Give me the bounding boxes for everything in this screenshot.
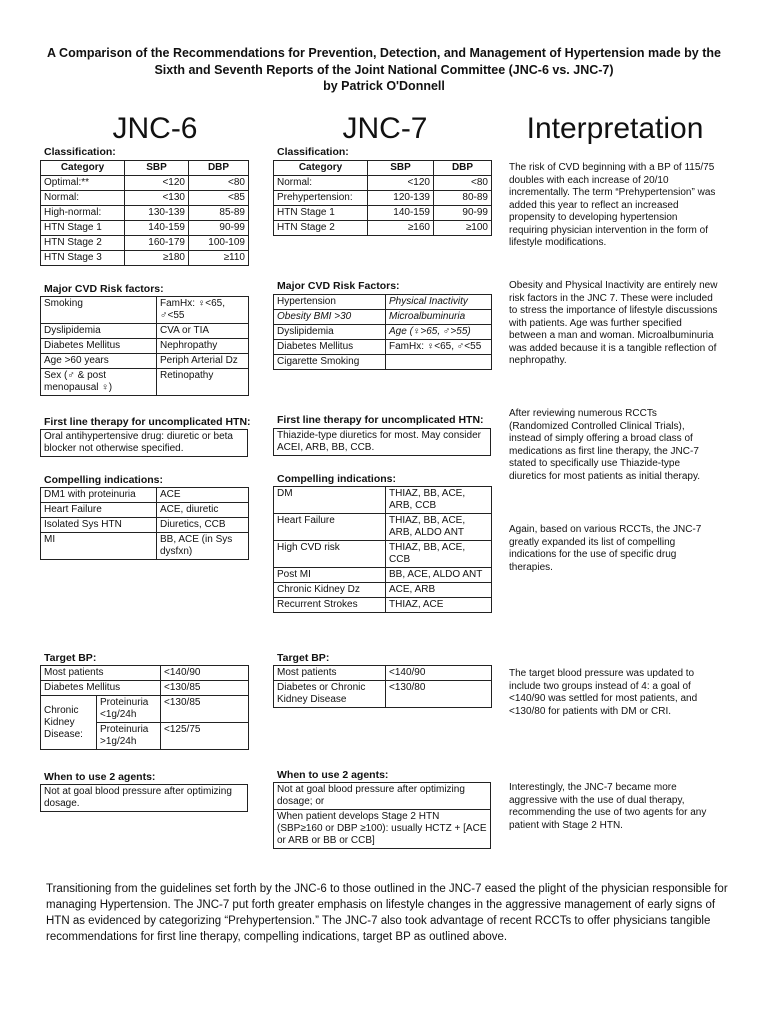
indication-cell: Chronic Kidney Dz: [274, 583, 386, 598]
risk-cell: FamHx: ♀<65, ♂<55: [386, 340, 492, 355]
drug-cell: THIAZ, BB, ACE, ARB, ALDO ANT: [386, 514, 492, 541]
drug-cell: ACE, ARB: [386, 583, 492, 598]
twoagents-cell: When patient develops Stage 2 HTN (SBP≥160 or DBP ≥100): usually HCTZ + [ACE or ARB or BB or CCB]: [274, 810, 491, 849]
table-row: [274, 340, 492, 355]
dbp-cell: 100-109: [189, 236, 249, 251]
table-row: [41, 251, 249, 266]
jnc7-target-label: Target BP:: [277, 652, 330, 664]
risk-cell: CVA or TIA: [157, 324, 249, 339]
interp-target: The target blood pressure was updated to include two groups instead of 4: a goal of <140/90 was settled for most patients, and <130/80 for patients with DM or CRI.: [509, 668, 698, 717]
heading-jnc7: JNC-7: [342, 112, 428, 145]
table-row: [274, 598, 492, 613]
document-title: [30, 45, 738, 95]
interp-firstline: After reviewing numerous RCCTs (Randomized Controlled Clinical Trials), instead of simply offering a broad class of medications as first line therapy, the JNC-7 stated to specifically use Thiazide-type diuretics for most patients as initial therapy.: [509, 408, 701, 482]
table-row: [274, 541, 492, 568]
table-row: [41, 696, 249, 723]
jnc7-firstline-table: [273, 428, 491, 456]
jnc7-classification-label: Classification:: [277, 146, 349, 158]
table-row: [274, 514, 492, 541]
table-row: [274, 666, 492, 681]
risk-cell: Dyslipidemia: [41, 324, 157, 339]
indication-cell: High CVD risk: [274, 541, 386, 568]
risk-cell: Physical Inactivity: [386, 295, 492, 310]
table-row: [41, 369, 249, 396]
drug-cell: THIAZ, ACE: [386, 598, 492, 613]
risk-cell: Obesity BMI >30: [274, 310, 386, 325]
table-row: [41, 191, 249, 206]
col-header-sbp: SBP: [368, 161, 434, 176]
table-row: [274, 568, 492, 583]
table-row: [274, 310, 492, 325]
table-row: [274, 176, 492, 191]
indication-cell: MI: [41, 533, 157, 560]
sbp-cell: 130-139: [125, 206, 189, 221]
indication-cell: DM: [274, 487, 386, 514]
indication-cell: Isolated Sys HTN: [41, 518, 157, 533]
table-row: [274, 325, 492, 340]
sbp-cell: ≥180: [125, 251, 189, 266]
table-row: [41, 430, 248, 457]
sbp-cell: <120: [125, 176, 189, 191]
jnc6-compelling-table: [40, 487, 249, 560]
table-row: [274, 206, 492, 221]
jnc6-target-label: Target BP:: [44, 652, 97, 664]
table-row: [274, 583, 492, 598]
table-row: [274, 783, 491, 810]
jnc6-twoagents-table: [40, 784, 248, 812]
risk-cell: Cigarette Smoking: [274, 355, 386, 370]
indication-cell: Recurrent Strokes: [274, 598, 386, 613]
category-cell: HTN Stage 1: [41, 221, 125, 236]
dbp-cell: 80-89: [434, 191, 492, 206]
dbp-cell: ≥110: [189, 251, 249, 266]
col-header-sbp: SBP: [125, 161, 189, 176]
table-row: [274, 355, 492, 370]
risk-cell: Dyslipidemia: [274, 325, 386, 340]
sbp-cell: 140-159: [368, 206, 434, 221]
target-value-cell: <130/85: [161, 681, 249, 696]
jnc7-risk-table: [273, 294, 492, 370]
jnc7-compelling-label: Compelling indications:: [277, 473, 397, 485]
jnc6-classification-label: Classification:: [44, 146, 116, 158]
category-cell: HTN Stage 1: [274, 206, 368, 221]
risk-cell: Periph Arterial Dz: [157, 354, 249, 369]
sbp-cell: 160-179: [125, 236, 189, 251]
col-header-category: Category: [41, 161, 125, 176]
target-group-cell: Most patients: [41, 666, 161, 681]
table-row: [41, 488, 249, 503]
heading-jnc6: JNC-6: [112, 112, 198, 145]
table-row: [41, 666, 249, 681]
indication-cell: Post MI: [274, 568, 386, 583]
interp-classification: The risk of CVD beginning with a BP of 115/75 doubles with each increase of 20/10 incrementally. The term “Prehypertension” was added this year to reflect an increased propensity to developing hypertension requiring physician intervention in the form of lifestyle modifications.: [509, 162, 716, 248]
twoagents-cell: Not at goal blood pressure after optimizing dosage; or: [274, 783, 491, 810]
jnc7-classification-table: [273, 160, 492, 236]
target-group-cell: Diabetes Mellitus: [41, 681, 161, 696]
category-cell: Prehypertension:: [274, 191, 368, 206]
target-value-cell: <130/80: [386, 681, 492, 708]
jnc6-classification-table: [40, 160, 249, 266]
interp-compelling: Again, based on various RCCTs, the JNC-7 greatly expanded its list of compelling indications for the use of specific drug therapies.: [509, 524, 702, 573]
dbp-cell: <80: [189, 176, 249, 191]
drug-cell: ACE: [157, 488, 249, 503]
table-row: [41, 533, 249, 560]
jnc6-compelling-label: Compelling indications:: [44, 474, 164, 486]
target-value-cell: <140/90: [161, 666, 249, 681]
table-row: [41, 681, 249, 696]
table-row: [274, 429, 491, 456]
dbp-cell: 85-89: [189, 206, 249, 221]
jnc7-risk-label: Major CVD Risk Factors:: [277, 280, 400, 292]
col-header-category: Category: [274, 161, 368, 176]
risk-cell: Sex (♂ & post menopausal ♀): [41, 369, 157, 396]
target-subgroup-cell: Proteinuria >1g/24h: [97, 723, 161, 750]
jnc6-firstline-label: First line therapy for uncomplicated HTN:: [44, 416, 251, 428]
jnc7-target-table: [273, 665, 492, 708]
firstline-cell: Oral antihypertensive drug: diuretic or beta blocker not otherwise specified.: [41, 430, 248, 457]
drug-cell: ACE, diuretic: [157, 503, 249, 518]
risk-cell: Nephropathy: [157, 339, 249, 354]
risk-cell: Diabetes Mellitus: [274, 340, 386, 355]
dbp-cell: <85: [189, 191, 249, 206]
table-row: [41, 339, 249, 354]
table-row: [41, 206, 249, 221]
target-group-cell: Diabetes or Chronic Kidney Disease: [274, 681, 386, 708]
title-author: by Patrick O'Donnell: [323, 79, 445, 93]
risk-cell: Smoking: [41, 297, 157, 324]
interp-twoagents: Interestingly, the JNC-7 became more aggressive with the use of dual therapy, recommending the use of two agents for any patient with Stage 2 HTN.: [509, 782, 707, 831]
sbp-cell: ≥160: [368, 221, 434, 236]
risk-cell: Microalbuminuria: [386, 310, 492, 325]
jnc6-risk-table: [40, 296, 249, 396]
category-cell: Optimal:**: [41, 176, 125, 191]
table-row: [274, 295, 492, 310]
jnc7-twoagents-table: [273, 782, 491, 849]
interp-risk: Obesity and Physical Inactivity are entirely new risk factors in the JNC 7. These were included to stress the importance of lifestyle discussions with patients. Age was further specified between a man and woman. Microalbuminuria was added because it is a tangible reflection of nephropathy.: [509, 280, 718, 366]
drug-cell: BB, ACE (in Sys dysfxn): [157, 533, 249, 560]
category-cell: HTN Stage 3: [41, 251, 125, 266]
target-group-cell: Chronic Kidney Disease:: [41, 696, 97, 750]
jnc7-firstline-label: First line therapy for uncomplicated HTN:: [277, 414, 484, 426]
twoagents-cell: Not at goal blood pressure after optimizing dosage.: [41, 785, 248, 812]
jnc7-twoagents-label: When to use 2 agents:: [277, 769, 389, 781]
sbp-cell: 140-159: [125, 221, 189, 236]
sbp-cell: <130: [125, 191, 189, 206]
target-group-cell: Most patients: [274, 666, 386, 681]
dbp-cell: 90-99: [434, 206, 492, 221]
table-row: [41, 221, 249, 236]
drug-cell: THIAZ, BB, ACE, ARB, CCB: [386, 487, 492, 514]
drug-cell: THIAZ, BB, ACE, CCB: [386, 541, 492, 568]
risk-cell: [386, 355, 492, 370]
heading-interpretation: Interpretation: [526, 112, 704, 145]
table-row: [41, 503, 249, 518]
risk-cell: Retinopathy: [157, 369, 249, 396]
indication-cell: Heart Failure: [41, 503, 157, 518]
indication-cell: DM1 with proteinuria: [41, 488, 157, 503]
jnc6-target-table: [40, 665, 249, 750]
firstline-cell: Thiazide-type diuretics for most. May consider ACEI, ARB, BB, CCB.: [274, 429, 491, 456]
conclusion-paragraph: Transitioning from the guidelines set forth by the JNC-6 to those outlined in the JNC-7 eased the plight of the physician responsible for managing Hypertension. The JNC-7 put forth greater emphasis on lifestyle changes in the aggressive management of early signs of HTN as evidenced by categorizing “Prehypertension.” The JNC-7 also took advantage of recent RCCTs to offer physicians tangible recommendations for first line therapy, compelling indications, target BP as outlined above.: [46, 883, 728, 943]
risk-cell: Hypertension: [274, 295, 386, 310]
jnc6-risk-label: Major CVD Risk factors:: [44, 283, 164, 295]
table-row: [41, 297, 249, 324]
dbp-cell: <80: [434, 176, 492, 191]
table-row: [41, 324, 249, 339]
target-value-cell: <140/90: [386, 666, 492, 681]
title-line-1: A Comparison of the Recommendations for Prevention, Detection, and Management of Hypertension made by the: [47, 46, 721, 60]
target-value-cell: <130/85: [161, 696, 249, 723]
target-subgroup-cell: Proteinuria <1g/24h: [97, 696, 161, 723]
table-row: [274, 681, 492, 708]
title-line-2: Sixth and Seventh Reports of the Joint National Committee (JNC-6 vs. JNC-7): [154, 62, 614, 77]
jnc6-firstline-table: [40, 429, 248, 457]
table-row: [274, 487, 492, 514]
table-row: [41, 785, 248, 812]
category-cell: Normal:: [274, 176, 368, 191]
jnc7-compelling-table: [273, 486, 492, 613]
indication-cell: Heart Failure: [274, 514, 386, 541]
sbp-cell: 120-139: [368, 191, 434, 206]
category-cell: HTN Stage 2: [41, 236, 125, 251]
table-row: [274, 191, 492, 206]
target-value-cell: <125/75: [161, 723, 249, 750]
table-row: [41, 176, 249, 191]
drug-cell: BB, ACE, ALDO ANT: [386, 568, 492, 583]
risk-cell: FamHx: ♀<65, ♂<55: [157, 297, 249, 324]
table-row: [41, 518, 249, 533]
table-row: [41, 236, 249, 251]
risk-cell: Age >60 years: [41, 354, 157, 369]
table-row: [274, 810, 491, 849]
category-cell: Normal:: [41, 191, 125, 206]
table-row: [41, 354, 249, 369]
sbp-cell: <120: [368, 176, 434, 191]
dbp-cell: 90-99: [189, 221, 249, 236]
risk-cell: Age (♀>65, ♂>55): [386, 325, 492, 340]
col-header-dbp: DBP: [434, 161, 492, 176]
category-cell: HTN Stage 2: [274, 221, 368, 236]
col-header-dbp: DBP: [189, 161, 249, 176]
jnc6-twoagents-label: When to use 2 agents:: [44, 771, 156, 783]
drug-cell: Diuretics, CCB: [157, 518, 249, 533]
category-cell: High-normal:: [41, 206, 125, 221]
risk-cell: Diabetes Mellitus: [41, 339, 157, 354]
dbp-cell: ≥100: [434, 221, 492, 236]
table-row: [274, 221, 492, 236]
